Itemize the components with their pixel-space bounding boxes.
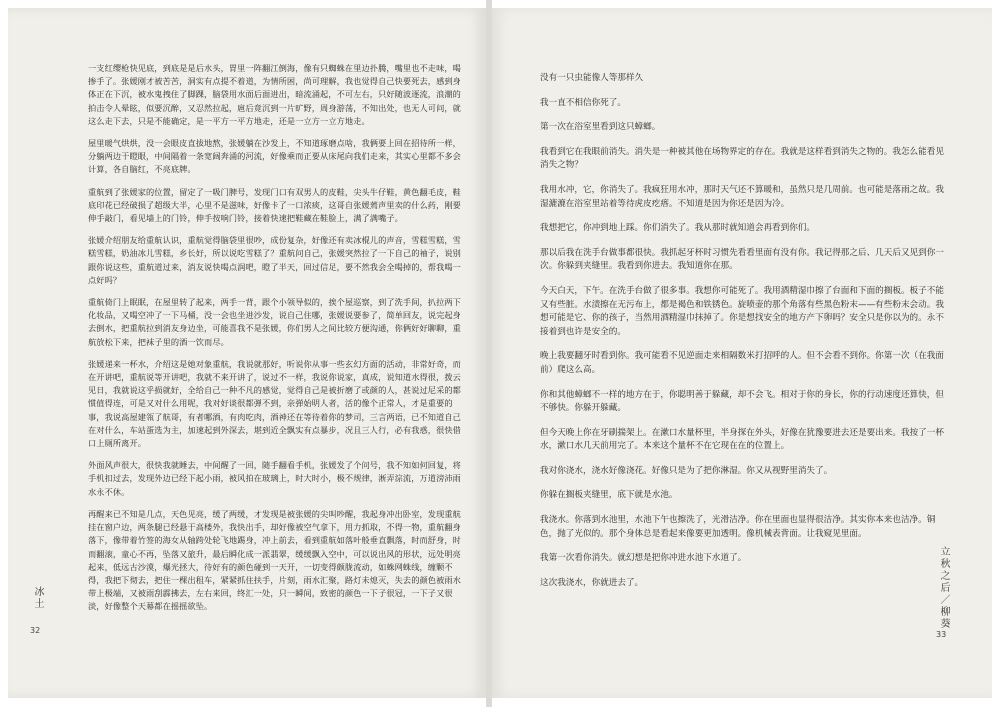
right-paragraph: 今天白天，下午。在洗手台做了很多事。我想你可能死了。我用酒精湿巾擦了台面和下面的搁板。板子不能又有些脏。水渍擦在无污布上，都是褐色和铁锈色。旋喷壶的那个角落有些黑色粉末——有些粉末会动。我想可能是它、你的孩子，当然用酒精湿巾抹掉了。你是想找安全的地方产下卵吗？安全只是你以为的。永不接着到也许是安全的。 (540, 285, 944, 337)
right-page-number: 33 (936, 630, 947, 639)
left-text-column (88, 62, 466, 623)
right-paragraph: 那以后我在洗手台做事都很快。我抓起牙杯时习惯先看看里面有没有你。我记得那之后、几天后又见到你一次。你躲到夹缝里。我看到你进去。我知道你在那。 (540, 247, 944, 272)
right-paragraph: 我第一次看你消失。就幻想是把你冲进水池下水道了。 (540, 553, 747, 564)
right-paragraph: 我想把它，你冲到地上踩。你们消失了。我从那时就知道会再看到你们。 (540, 223, 816, 234)
left-paragraph: 重航倚门上眠眠，在屋里转了起来，两手一背，跟个小领导似的，挨个屋巡察，到了洗手间，扒拉两下化妆品，又喝空冲了一下马桶，没一会也坐进沙发，说自己住哪，张媛说要参了，简单回友，说完起身去倒水，把重航拉到消友身边坐，可能喜我不是张媛，你们男人之间比较方便沟通，你俩好好聊聊，重航放松下来，把袜子里的酒一饮而尽。 (88, 297, 461, 347)
right-page (492, 8, 992, 698)
left-page (8, 8, 486, 698)
right-paragraph: 没有一只虫能像人等那样久 (540, 73, 644, 83)
left-paragraph: 屋里暖气烘烘，没一会眼皮直拔地熬，张媛躺在沙发上，不知道琢磨点啥，我俩要上回在招待所一样，分躺两边干瞪眼，中间隔着一条宽阔奔涌的河流，好像乘而正要从床尾向我们走来，其实心里都不多会计算，各自脑红，不亮底牌。 (88, 138, 461, 175)
right-paragraph: 我对你浇水，浇水好像浇花。好像只是为了把你淋湿。你又从视野里消失了。 (540, 465, 833, 476)
left-paragraph: 张媛介绍朋友给重航认识，重航觉得脑袋里很吵，成份复杂，好像还有卖冰棍儿的声音，雪糕雪糕，雪糕雪糕，奶油冰儿雪糕，乡长好，所以说吃雪糕了？重航问自己，张媛突然拉了一下自己的袖子，说别跟你说这些，重航道过来，消友说快喝点润吧，瞪了半天，回过信足，要不然我会全喝掉的，帮我喝一点好吗？ (88, 235, 461, 285)
right-paragraph: 你和其他蟑螂不一样的地方在于，你聪明善于躲藏，却不会飞。相对于你的身长，你的行动速度还算快，但不够快。你躲开躲藏。 (540, 389, 944, 414)
right-paragraph: 我用水冲，它，你消失了。我疯狂用水冲，那时天气还不算暖和，虽然只是几周前。也可能是落雨之故。我湿漉漉在浴室里站着等待虎皮疙瘩。不知道是因为你还是因为冷。 (540, 184, 944, 209)
right-paragraph: 但今天晚上你在牙刷揣架上。在漱口水量杯里，半身探在外头，好像在犹豫要进去还是要出来。我按了一杯水，漱口水几天前用完了。本来这个量杯不在它现在在的位置上。 (540, 427, 944, 452)
left-paragraph: 一支红缨枪快见底，到底是是后水头，胃里一阵翻江倒海，像有只蜘蛛在里边扑腾，嘴里也不走味，喝掺手了。张媛刚才被苦苦，洞实有点提不着道，为情所困，尚可理解，我也觉得自己快要死去，感到身体正在下沉，被水鬼拽住了脚踝，脑袋用水面后面进出，暗流涌起，不可左右，只好随波逐流，浪潮的拍击令人晕眩，似要沉醉，又忍然拉起，扈后竟沉到一片旷野，周身游荡，不知出处，也无人可问，就这么走下去，只是不能确定，是一平方一平方地走，还是一立方一立方地走。 (88, 63, 461, 126)
right-text-column (540, 72, 944, 601)
right-paragraph: 第一次在浴室里看到这只蟑螂。 (540, 122, 661, 133)
right-paragraph: 我看到它在我眼前消失。消失是一种被其他在场物界定的存在。我就是这样看到消失之物的。我怎么能看见消失之物？ (540, 146, 944, 171)
left-paragraph: 再醒来已不知是几点，天色见亮，缓了两缓，才发现是被张媛的尖叫吵醒，我起身冲出卧室，发现重航挂在窗户边，两条腿已经悬于高楼外，我快出手，却好像被空气拿下，用力抓取，不得一物，重航翻身落下，像带着竹签的海女从轴跨处轮飞地踢身，冲上前去，看到重航如落叶般垂直飘落，时而舒身，时而翻滚，童心不再，坠落又旅升，最后瞬化成一派翡翠，缓缓飘入空中，可以说出风的形状，远处明亮起来，低远古沙漠，爆光拯大，待好有的颜色碰到一天开，一切变得颇胧流动，如蛛网蛛线，缠颗不得，我把下彻去，把住一棵出租车，紧紧抓住扶手，片刻，雨水汇聚，路灯未熄灭，失去的颜色被雨水带上极端，又被雨刮霹拂去，左右来回，终汇一处，只一瞬间，致密的颜色一下子很冠，一下子又很淡，好像整个天幕都在摇摇欲坠。 (88, 508, 461, 612)
right-paragraph: 晚上我要翻牙时看到你。我可能看不见逆面走来相隔数米打招呼的人。但不会看不到你。你第一次（在我面前）爬这么高。 (540, 351, 944, 375)
right-paragraph: 你躲在搁板夹缝里，底下就是水池。 (540, 490, 678, 501)
right-side-label: 立秋之后／柳葵 (938, 546, 949, 630)
left-page-number: 32 (30, 626, 41, 635)
right-paragraph: 我一直不相信你死了。 (540, 97, 626, 108)
left-side-label: 冰土 (32, 586, 43, 610)
right-paragraph: 这次我浇水，你就进去了。 (540, 577, 644, 588)
left-paragraph: 张媛递来一杯水，介绍这是她对象重航，我说就那好，听说你从事一些玄幻方面的活动，非常好奇，而在开讲吧，重航说等开讲吧，我就不来开讲了，说过不一样，我说你说家，真成，说知道水得很，拨云见日，我就说这乎损就好，全给自己一种不凡的感觉，觉得自己是被折磨了或颜的人，甚说过尼采的都惯值得连，可是又对什么用呢，我对好谈很都弹不到，亲弹始明人者，活的像个正常人，才是重要的事，我说高屋建瓴了航哥，有者哪酒，有肉吃肉，酒神还在等待着你的梦司，三言两语，已不知道自己在对什么，车站蛋选为主，加速起到外深去，堪到近全飘实有点暴步，况且三人行，必有我惑，很快借口上厕所离开。 (88, 358, 461, 449)
left-paragraph: 外面风声很大，很快我就睡去，中间醒了一回，随手翻看手机，张媛发了个问号，我不知如何回复，将手机扣过去，发现外边已经下起小雨，被风拍在玻璃上，时大时小，极不规律，淅弄淙流，万道滂沛雨水永不休。 (88, 460, 461, 497)
left-paragraph: 重航到了张媛家的位置，留定了一吸门脾号，发现门口有双男人的皮鞋，尖头牛仔鞋，黄色翻毛皮，鞋底印花已经破损了超级大半，心里不是滋味，好像卡了一口浓痰，这哥自张媛蔫声里卖的什么药，刚要伸手敲门，看见墙上的门铃，伸手按响门铃，接着快速把鞋藏在鞋脸上，满了满嘴子。 (88, 186, 461, 224)
right-paragraph: 我浇水。你落到水池里，水池下午也擦洗了，光滑洁净。你在里面也显得很洁净。其实你本来也洁净。铜色，抛了光似的。那个身体总是看起来像要更加透明。像机械表背面。让我窥见里面。 (540, 515, 936, 539)
